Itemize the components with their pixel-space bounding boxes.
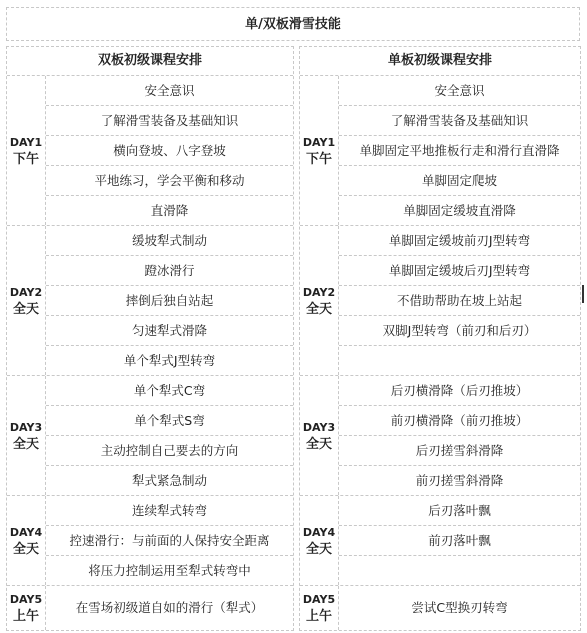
task-cell-empty — [339, 346, 580, 375]
task-cell: 主动控制自己要去的方向 — [46, 436, 293, 466]
task-cell: 单脚固定平地推板行走和滑行直滑降 — [339, 136, 580, 166]
task-cell: 了解滑雪装备及基础知识 — [46, 106, 293, 136]
day-number: DAY1 — [9, 135, 43, 149]
task-cell: 将压力控制运用至犁式转弯中 — [88, 563, 251, 578]
task-cell-empty — [339, 556, 580, 585]
day-number: DAY4 — [9, 525, 43, 539]
task-cell: 单脚固定缓坡后刃J型转弯 — [339, 256, 580, 286]
day-number: DAY1 — [302, 135, 336, 149]
task-cell: 单脚固定爬坡 — [339, 166, 580, 196]
day-label — [7, 586, 46, 630]
ski-day4-block — [7, 496, 293, 586]
day-time: 全天 — [305, 301, 332, 317]
task-cell: 在雪场初级道自如的滑行（犁式） — [75, 600, 264, 615]
day-time: 全天 — [305, 436, 332, 452]
day-label — [7, 226, 46, 375]
task-cell: 匀速犁式滑降 — [46, 316, 293, 346]
day-time: 全天 — [12, 541, 39, 557]
ski-day1-block — [7, 76, 293, 226]
ski-day5-block — [7, 586, 293, 630]
day-number: DAY5 — [302, 593, 336, 606]
task-cell: 不借助帮助在坡上站起 — [339, 286, 580, 316]
task-cell: 单脚固定缓坡直滑降 — [403, 203, 516, 218]
day-label — [300, 586, 339, 630]
task-cell: 缓坡犁式制动 — [46, 226, 293, 256]
snowboard-day2-block — [300, 226, 580, 376]
day-number: DAY5 — [9, 593, 43, 606]
day-label — [300, 76, 339, 225]
task-cell: 连续犁式转弯 — [46, 496, 293, 526]
text-cursor-mark — [582, 285, 584, 303]
task-cell: 蹬冰滑行 — [46, 256, 293, 286]
snowboard-day5-block — [300, 586, 580, 630]
task-cell: 控速滑行：与前面的人保持安全距离 — [46, 526, 293, 556]
snowboard-day4-block — [300, 496, 580, 586]
task-cell: 直滑降 — [150, 203, 189, 218]
day-time: 上午 — [12, 609, 39, 624]
day-label — [300, 376, 339, 495]
task-cell: 后刃搓雪斜滑降 — [339, 436, 580, 466]
day-time: 上午 — [305, 609, 332, 624]
day-number: DAY4 — [302, 525, 336, 539]
day-time: 全天 — [12, 436, 39, 452]
day-time: 下午 — [305, 151, 332, 167]
task-cell: 前刃搓雪斜滑降 — [415, 473, 504, 488]
task-cell: 单个犁式C弯 — [46, 376, 293, 406]
day-time: 下午 — [12, 151, 39, 167]
task-cell: 了解滑雪装备及基础知识 — [339, 106, 580, 136]
ski-day3-block — [7, 376, 293, 496]
day-time: 全天 — [12, 301, 39, 317]
ski-day2-block — [7, 226, 293, 376]
task-cell: 安全意识 — [339, 76, 580, 106]
task-cell: 前刃落叶飘 — [339, 526, 580, 556]
task-cell: 横向登坡、八字登坡 — [46, 136, 293, 166]
task-cell: 犁式紧急制动 — [131, 473, 207, 488]
day-number: DAY3 — [302, 420, 336, 434]
day-time: 全天 — [305, 541, 332, 557]
snowboard-schedule-panel — [299, 46, 581, 631]
day-label — [300, 226, 339, 375]
day-number: DAY2 — [302, 285, 336, 299]
ski-schedule-panel — [6, 46, 294, 631]
day-label — [7, 496, 46, 585]
task-cell: 单个犁式S弯 — [46, 406, 293, 436]
snowboard-day1-block — [300, 76, 580, 226]
task-cell: 后刃横滑降（后刃推坡） — [339, 376, 580, 406]
task-cell: 安全意识 — [46, 76, 293, 106]
task-cell: 摔倒后独自站起 — [46, 286, 293, 316]
task-cell: 平地练习，学会平衡和移动 — [46, 166, 293, 196]
day-number: DAY2 — [9, 285, 43, 299]
day-label — [7, 376, 46, 495]
snowboard-day3-block — [300, 376, 580, 496]
task-cell: 单脚固定缓坡前刃J型转弯 — [339, 226, 580, 256]
ski-schedule-header: 双板初级课程安排 — [7, 47, 293, 76]
snowboard-schedule-header: 单板初级课程安排 — [300, 47, 580, 76]
day-label — [300, 496, 339, 585]
day-number: DAY3 — [9, 420, 43, 434]
task-cell: 单个犁式J型转弯 — [123, 353, 216, 368]
task-cell: 前刃横滑降（前刃推坡） — [339, 406, 580, 436]
day-label — [7, 76, 46, 225]
task-cell: 后刃落叶飘 — [339, 496, 580, 526]
task-cell: 双脚J型转弯（前刃和后刃） — [339, 316, 580, 346]
page-title: 单/双板滑雪技能 — [6, 7, 580, 41]
task-cell: 尝试C型换刃转弯 — [411, 600, 508, 615]
